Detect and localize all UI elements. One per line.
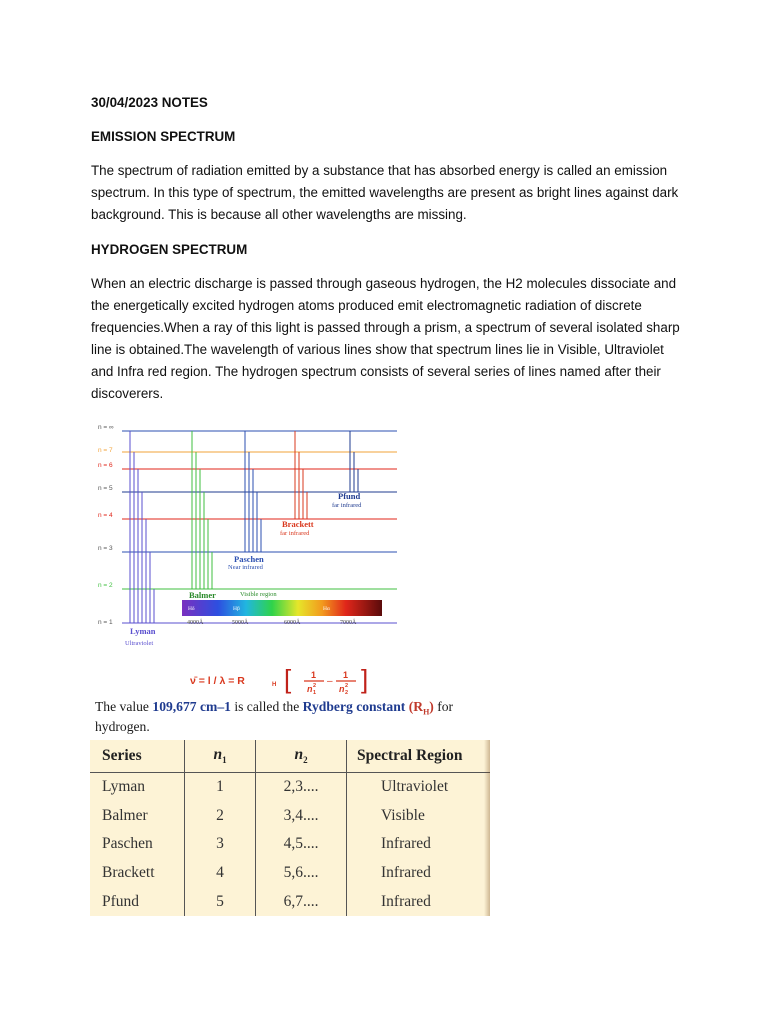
- spectrum-tick: 5000Å: [232, 620, 249, 626]
- spectrum-tick: 6000Å: [284, 620, 301, 626]
- hydrogen-spectrum-paragraph: When an electric discharge is passed through gaseous hydrogen, the H2 molecules dissociate and the energetically excited hydrogen atoms produced emit electromagnetic radiation of discrete frequencies.When a ray of this light is passed through a prism, a spectrum of several isolated sharp line is obtained.The wavelength of various lines show that spectrum lines lie in Visible, Ultraviolet and Infra red region. The hydrogen spectrum consists of several series of lines named after their discoverers.: [91, 276, 680, 401]
- formula-num1: 1: [311, 670, 317, 680]
- spectrum-tick: 4000Å: [187, 620, 204, 626]
- hydrogen-energy-level-diagram: [92, 420, 402, 650]
- formula-den1-sub: 1: [313, 690, 317, 696]
- balmer-region: Visible region: [240, 591, 277, 598]
- pfund-label: Pfund: [338, 491, 361, 501]
- rydberg-constant-statement: [95, 700, 495, 734]
- header-spectral-region: Spectral Region: [357, 747, 463, 764]
- spectrum-mark: Hβ: [233, 606, 240, 612]
- cell-n2: 2,3....: [256, 773, 347, 802]
- table-row: [90, 887, 490, 916]
- brackett-region: far infrared: [280, 530, 310, 537]
- formula-den1: n: [307, 684, 313, 694]
- cell-n1: 5: [185, 887, 256, 916]
- level-label: n = 4: [98, 512, 113, 519]
- table-header-row: [90, 740, 490, 773]
- cell-series: Pfund: [90, 887, 185, 916]
- level-label: n = 3: [98, 545, 113, 552]
- table-row: [90, 802, 490, 831]
- table-row: [90, 859, 490, 888]
- table-edge-shadow: [484, 740, 490, 916]
- lyman-region: Ultraviolet: [125, 640, 154, 647]
- rydberg-value: 109,677 cm–1: [152, 699, 231, 714]
- cell-region: Visible: [381, 806, 425, 824]
- cell-n1: 1: [185, 773, 256, 802]
- spectrum-mark: Hα: [323, 606, 330, 612]
- cell-region: Infrared: [381, 835, 431, 853]
- level-label: n = 5: [98, 485, 113, 492]
- emission-spectrum-heading: EMISSION SPECTRUM: [91, 129, 236, 144]
- formula-num2: 1: [343, 670, 349, 680]
- bracket-open: [: [284, 664, 292, 694]
- spectrum-mark: Hδ: [188, 606, 195, 612]
- table-row: [90, 773, 490, 802]
- cell-n2: 3,4....: [256, 802, 347, 831]
- spectral-series-table: [90, 740, 490, 916]
- formula-den2-sup: 2: [345, 683, 349, 689]
- cell-region: Infrared: [381, 864, 431, 882]
- formula-den2: n: [339, 684, 345, 694]
- cell-n1: 2: [185, 802, 256, 831]
- pfund-region: far infrared: [332, 502, 362, 509]
- cell-region: Infrared: [381, 892, 431, 910]
- rydberg-prefix: The value: [95, 699, 149, 714]
- cell-n1: 3: [185, 830, 256, 859]
- rydberg-suffix: for hydrogen.: [95, 699, 454, 734]
- pfund-transitions: [350, 431, 358, 492]
- level-label: n = 7: [98, 447, 113, 454]
- header-series: Series: [90, 740, 185, 773]
- cell-series: Balmer: [90, 802, 185, 831]
- formula-lhs: ν̄ = l / λ = R: [190, 675, 245, 687]
- cell-series: Brackett: [90, 859, 185, 888]
- header-n1: $n_1$: [185, 740, 256, 773]
- header-n2: $n_2$: [256, 740, 347, 773]
- formula-lhs-sub: H: [272, 682, 277, 688]
- rydberg-formula: [190, 664, 390, 700]
- cell-n1: 4: [185, 859, 256, 888]
- cell-series: Paschen: [90, 830, 185, 859]
- formula-den2-sub: 2: [345, 690, 349, 696]
- balmer-transitions: [192, 431, 212, 589]
- emission-spectrum-paragraph: The spectrum of radiation emitted by a substance that has absorbed energy is called an emission spectrum. In this type of spectrum, the emitted wavelengths are present as bright lines against dark background. This is because all other wavelengths are missing.: [91, 163, 679, 222]
- table-row: [90, 830, 490, 859]
- cell-region: Ultraviolet: [381, 778, 449, 796]
- balmer-label: Balmer: [189, 590, 216, 600]
- level-labels: [98, 424, 114, 626]
- spectrum-tick: 7000Å: [340, 620, 357, 626]
- visible-spectrum-strip: [182, 600, 382, 616]
- rydberg-middle: is called the: [234, 699, 300, 714]
- level-label: n = 2: [98, 582, 113, 589]
- brackett-label: Brackett: [282, 519, 314, 529]
- bracket-close: ]: [361, 664, 369, 694]
- lyman-transitions: [130, 431, 154, 623]
- paschen-region: Near infrared: [228, 564, 263, 571]
- rydberg-symbol: $(R_H)$: [408, 699, 434, 717]
- paschen-label: Paschen: [234, 554, 264, 564]
- cell-n2: 4,5....: [256, 830, 347, 859]
- formula-den1-sup: 2: [313, 683, 317, 689]
- cell-n2: 6,7....: [256, 887, 347, 916]
- formula-minus: –: [327, 676, 333, 687]
- level-label: n = 1: [98, 619, 113, 626]
- rydberg-constant-name: Rydberg constant: [302, 699, 406, 714]
- cell-n2: 5,6....: [256, 859, 347, 888]
- hydrogen-spectrum-heading: HYDROGEN SPECTRUM: [91, 242, 248, 257]
- level-label: n = ∞: [98, 424, 114, 431]
- level-label: n = 6: [98, 462, 113, 469]
- date-heading: 30/04/2023 NOTES: [91, 95, 208, 110]
- lyman-label: Lyman: [130, 626, 156, 636]
- brackett-transitions: [295, 431, 307, 519]
- cell-series: Lyman: [90, 773, 185, 802]
